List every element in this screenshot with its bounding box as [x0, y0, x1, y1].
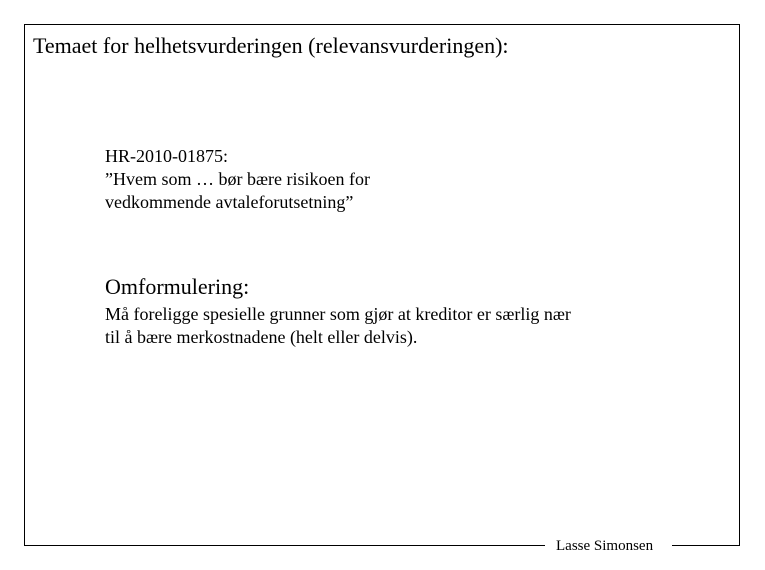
- reformulation-line-1: Må foreligge spesielle grunner som gjør at kreditor er særlig nær: [105, 304, 571, 324]
- footer-divider-left: [24, 545, 545, 546]
- reformulation-line-2: til å bære merkostnadene (helt eller delvis).: [105, 327, 418, 347]
- slide-title: Temaet for helhetsvurderingen (relevansvurderingen):: [33, 33, 509, 58]
- quote-line-1: ”Hvem som … bør bære risikoen for: [105, 169, 370, 189]
- footer-author: Lasse Simonsen: [556, 538, 654, 554]
- footer-divider-right: [672, 545, 740, 546]
- quote-line-2: vedkommende avtaleforutsetning”: [105, 192, 354, 212]
- reformulation-body: [105, 303, 571, 349]
- reformulation-heading: Omformulering:: [105, 274, 250, 299]
- quote-block: [105, 145, 370, 214]
- case-reference: HR-2010-01875:: [105, 146, 228, 166]
